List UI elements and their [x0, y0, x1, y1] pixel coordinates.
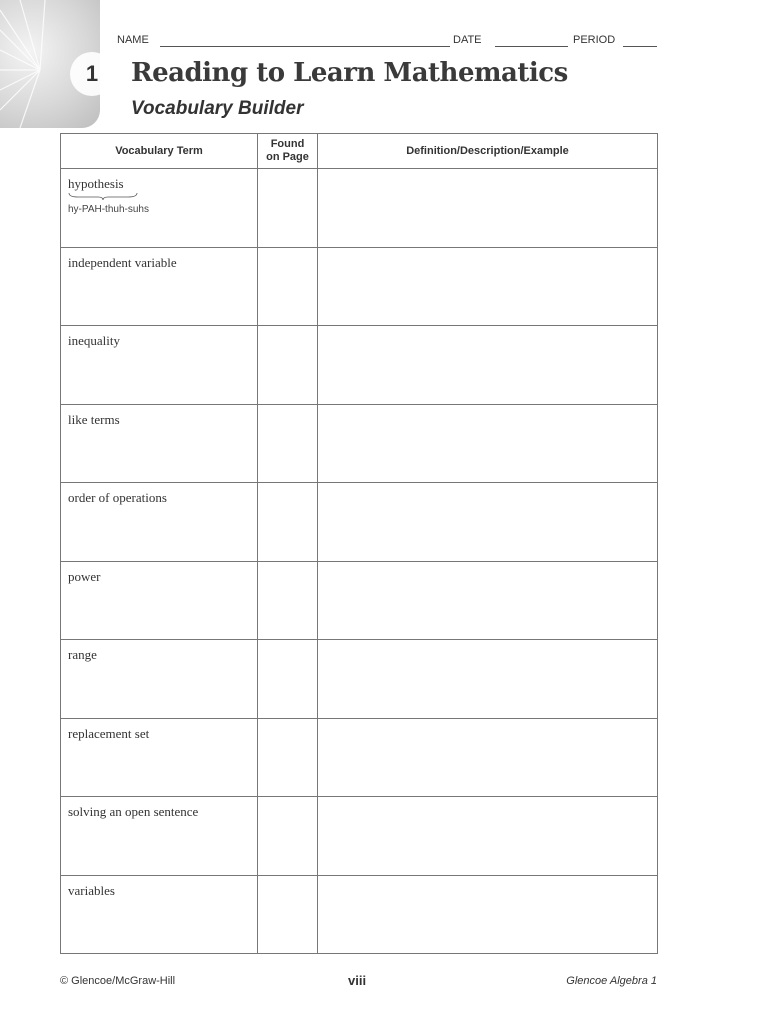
- table-row: [61, 718, 658, 797]
- page-cell[interactable]: [258, 640, 318, 719]
- term-cell: [61, 247, 258, 326]
- definition-cell[interactable]: [318, 875, 658, 954]
- term-cell: [61, 797, 258, 876]
- term-cell: [61, 483, 258, 562]
- vocab-term: replacement set: [68, 725, 150, 741]
- table-row: [61, 483, 658, 562]
- page-cell[interactable]: [258, 169, 318, 248]
- name-label: NAME: [117, 34, 149, 46]
- name-field-line[interactable]: [160, 46, 450, 47]
- date-field-line[interactable]: [495, 46, 568, 47]
- vocab-term: hypothesis: [68, 176, 124, 191]
- page-title: Reading to Learn Mathematics: [131, 58, 568, 88]
- vocab-term: like terms: [68, 411, 120, 427]
- page-cell[interactable]: [258, 483, 318, 562]
- page-cell[interactable]: [258, 797, 318, 876]
- vocab-term: independent variable: [68, 254, 177, 270]
- definition-cell[interactable]: [318, 483, 658, 562]
- page-cell[interactable]: [258, 326, 318, 405]
- vocab-term: range: [68, 647, 97, 662]
- page-cell[interactable]: [258, 561, 318, 640]
- vocab-term: solving an open sentence: [68, 804, 199, 819]
- definition-cell[interactable]: [318, 797, 658, 876]
- term-cell: [61, 718, 258, 797]
- term-cell: [61, 169, 258, 248]
- page-subtitle: Vocabulary Builder: [131, 98, 304, 119]
- vocab-term: power: [68, 568, 101, 584]
- table-row: [61, 797, 658, 876]
- pronunciation: hy-PAH-thuh-suhs: [68, 204, 149, 215]
- column-header-page: [258, 134, 318, 169]
- term-cell: [61, 561, 258, 640]
- definition-cell[interactable]: [318, 326, 658, 405]
- page-cell[interactable]: [258, 718, 318, 797]
- table-row: [61, 875, 658, 954]
- table-row: [61, 561, 658, 640]
- definition-cell[interactable]: [318, 404, 658, 483]
- table-row: [61, 640, 658, 719]
- vocab-term: inequality: [68, 333, 120, 348]
- page-number: viii: [348, 973, 367, 988]
- table-header-row: [61, 134, 658, 169]
- term-cell: [61, 875, 258, 954]
- definition-cell[interactable]: [318, 640, 658, 719]
- period-field-line[interactable]: [623, 46, 657, 47]
- vocabulary-table: [60, 133, 658, 954]
- column-header-term: Vocabulary Term: [61, 134, 258, 169]
- book-title: Glencoe Algebra 1: [566, 975, 657, 987]
- date-label: DATE: [453, 34, 482, 46]
- table-row: [61, 169, 658, 248]
- definition-cell[interactable]: [318, 169, 658, 248]
- table-row: [61, 247, 658, 326]
- column-header-page-label: Found on Page: [266, 138, 309, 163]
- column-header-definition: Definition/Description/Example: [318, 134, 658, 169]
- term-cell: [61, 326, 258, 405]
- page-cell[interactable]: [258, 404, 318, 483]
- definition-cell[interactable]: [318, 718, 658, 797]
- chapter-number: 1: [85, 61, 99, 86]
- period-label: PERIOD: [573, 34, 616, 46]
- vocab-term: variables: [68, 882, 115, 898]
- pronunciation-brace-icon: [68, 192, 138, 200]
- term-cell: [61, 404, 258, 483]
- definition-cell[interactable]: [318, 561, 658, 640]
- page-cell[interactable]: [258, 875, 318, 954]
- page-cell[interactable]: [258, 247, 318, 326]
- vocab-term: order of operations: [68, 490, 167, 505]
- definition-cell[interactable]: [318, 247, 658, 326]
- table-row: [61, 326, 658, 405]
- table-row: [61, 404, 658, 483]
- copyright-notice: © Glencoe/McGraw-Hill: [60, 975, 176, 987]
- term-cell: [61, 640, 258, 719]
